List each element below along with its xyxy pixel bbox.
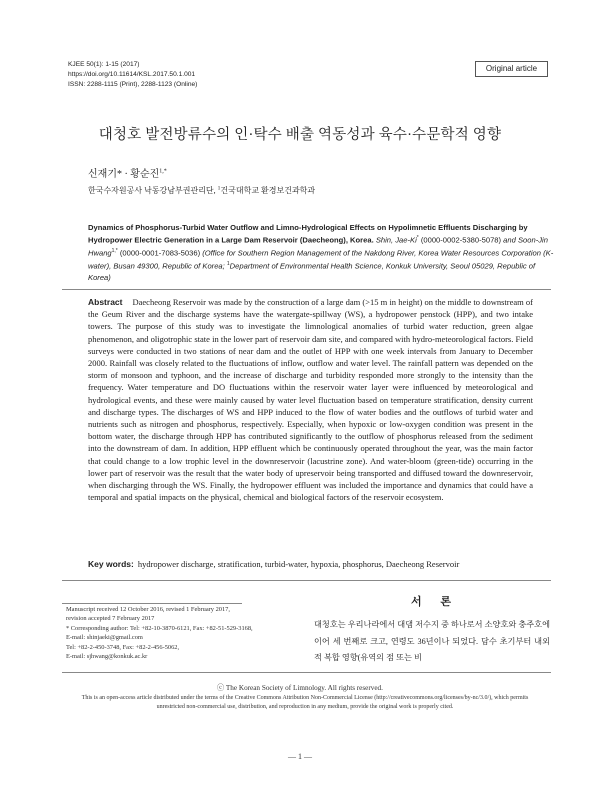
footnote-line: * Corresponding author: Tel: +82-10-3870-6121, Fax: +82-51-529-3168, [66, 624, 253, 632]
english-title-block [88, 222, 558, 284]
keywords-text: hydropower discharge, stratification, turbid-water, hypoxia, phosphorus, Daecheong Reservoir [137, 559, 460, 569]
english-author-1: Shin, Jae-Ki [375, 235, 417, 245]
page-number: — 1 — [288, 752, 312, 761]
english-author-1-orcid[interactable]: (0000-0002-5380-5078) [418, 235, 504, 245]
keywords-label: Key words: [88, 559, 134, 569]
english-affiliation: (Office for Southern Region Management of the Nakdong River, Korea Water Resources Corporation (K-water), Busan 49300, Republic of Korea; [88, 248, 554, 271]
footnote-line: Tel: +82-2-450-3748, Fax: +82-2-456-5062, [66, 643, 180, 651]
english-affiliation-2: Department of Environmental Health Science, Konkuk University, Seoul 05029, Republic of Korea) [88, 261, 536, 283]
abstract [88, 296, 533, 503]
english-author-1-sup: * [416, 235, 419, 242]
abstract-top-rule [62, 289, 551, 290]
english-author-2-orcid[interactable]: (0000-0001-7083-5036) [117, 248, 203, 258]
abstract-label: Abstract [88, 297, 123, 307]
footnote-email[interactable]: E-mail: sjhwang@konkuk.ac.kr [66, 653, 148, 661]
korean-affiliation [88, 185, 315, 196]
korean-affiliation-sup: 1 [217, 185, 221, 192]
license-notice: This is an open-access article distributed under the terms of the Creative Commons Attribution Non-Commercial License (http://creativecommons.org/licenses/by-nc/3.0/), which permits unrestricted non-commercial use, distribution, and reproduction in any medium, provide the original work is properly cited. [81, 695, 529, 710]
license-rule [62, 672, 551, 673]
keywords [88, 559, 533, 569]
issn-line: ISSN: 2288-1115 (Print), 2288-1123 (Online) [68, 81, 198, 88]
footnote-email[interactable]: E-mail: shinjaeki@gmail.com [66, 634, 143, 642]
copyright-notice: ⓒ The Korean Society of Limnology. All rights reserved. [217, 684, 383, 692]
korean-authors-names: 신재기* · 황순진 [88, 169, 160, 180]
doi-link[interactable]: https://doi.org/10.11614/KSL.2017.50.1.001 [68, 71, 196, 78]
footnote-line: Manuscript received 12 October 2016, revised 1 February 2017, [66, 606, 230, 613]
korean-title: 대청호 발전방류수의 인·탁수 배출 역동성과 육수·수문학적 영향 [98, 127, 502, 143]
article-type-badge: Original article [475, 61, 548, 77]
abstract-text: Daecheong Reservoir was made by the construction of a large dam (>15 m in height) on the middle to downstream of the Geum River and the discharge systems have the watergate-spillway (WS), a hydropower penstock (HPP), and two intake towers. The purpose of this study was to investigate the limnological anomalies of turbid water reduction, green algae phenomenon, and oligotrophic state in the lower part of reservoir dam site, and compared with hydro-meteorological factors. Field surveys were conducted in two stations of near dam and the outlet of HPP with one week intervals from January to December 2000. Rainfall was closely related to the fluctuations of inflow, outflow and water level. The rainfall pattern was depended on the storm of monsoon and typhoon, and the increase of discharge and turbidity responded more strongly to the intensity than the frequency. Water temperature and DO fluctuations within the reservoir water layer were influenced by meteorological and hydrological events, and these were mainly caused by water level fluctuation based on temperature stratification, density current and discharge types. The discharges of WS and HPP induced to the flow of water bodies and the outflows of turbid water and nutrients such as nitrogen and phosphorus, respectively. Especially, when hypoxic or low-oxygen condition was present in the bottom water, the discharge through HPP has contributed significantly to the outflow of phosphorus released from the sediment into the downstream of dam. In addition, HPP effluent which be continuously operated throughout the year, was the main factor that could change to a low trophic level in the downreservoir (lacustrine zone). And water-bloom (green-tide) occurring in the lower part of reservoir was the result that the water body of upreservoir being transported and diffused toward the downreservoir, when discharging through the WS. Finally, the hydropower effluent was included the importance and dynamics that could have a temporal and spatial impacts on the physical, chemical and biological factors of the reservoir ecosystem. [88, 297, 533, 503]
abstract-bottom-rule [62, 580, 551, 581]
footnotes [66, 605, 306, 661]
korean-authors [88, 165, 167, 180]
english-title: Dynamics of Phosphorus-Turbid Water Outflow and Limno-Hydrological Effects on Hypolimnetic Effluents Discharging by Hydropower Electric Generation in a Large Dam Reservoir (Daecheong), Korea. [88, 223, 528, 245]
journal-citation: KJEE 50(1): 1-15 (2017) [68, 61, 140, 68]
korean-authors-sup: 1,* [159, 168, 167, 175]
korean-affiliation-1: 한국수자원공사 낙동강남부권관리단, [88, 186, 218, 195]
english-author-2: Soon-Jin Hwang [88, 235, 548, 258]
english-affiliation-2-sup: 1 [226, 261, 230, 268]
english-and: and [503, 235, 518, 245]
footnote-line: revision accepted 7 February 2017 [66, 615, 155, 623]
english-author-2-sup: 1,* [111, 248, 118, 255]
introduction-text: 대청호는 우리나라에서 대댐 저수지 중 하나로서 소양호와 충주호에 이어 세 번째로 크고, 연령도 36년이나 되었다. 담수 초기부터 내외적 복합 영향(유역의 점 또는 비 [314, 620, 550, 662]
footnote-rule [62, 603, 242, 604]
journal-header [68, 60, 197, 90]
section-heading-introduction: 서 론 [410, 596, 459, 608]
korean-affiliation-2: 건국대학교 환경보건과학과 [220, 186, 316, 195]
